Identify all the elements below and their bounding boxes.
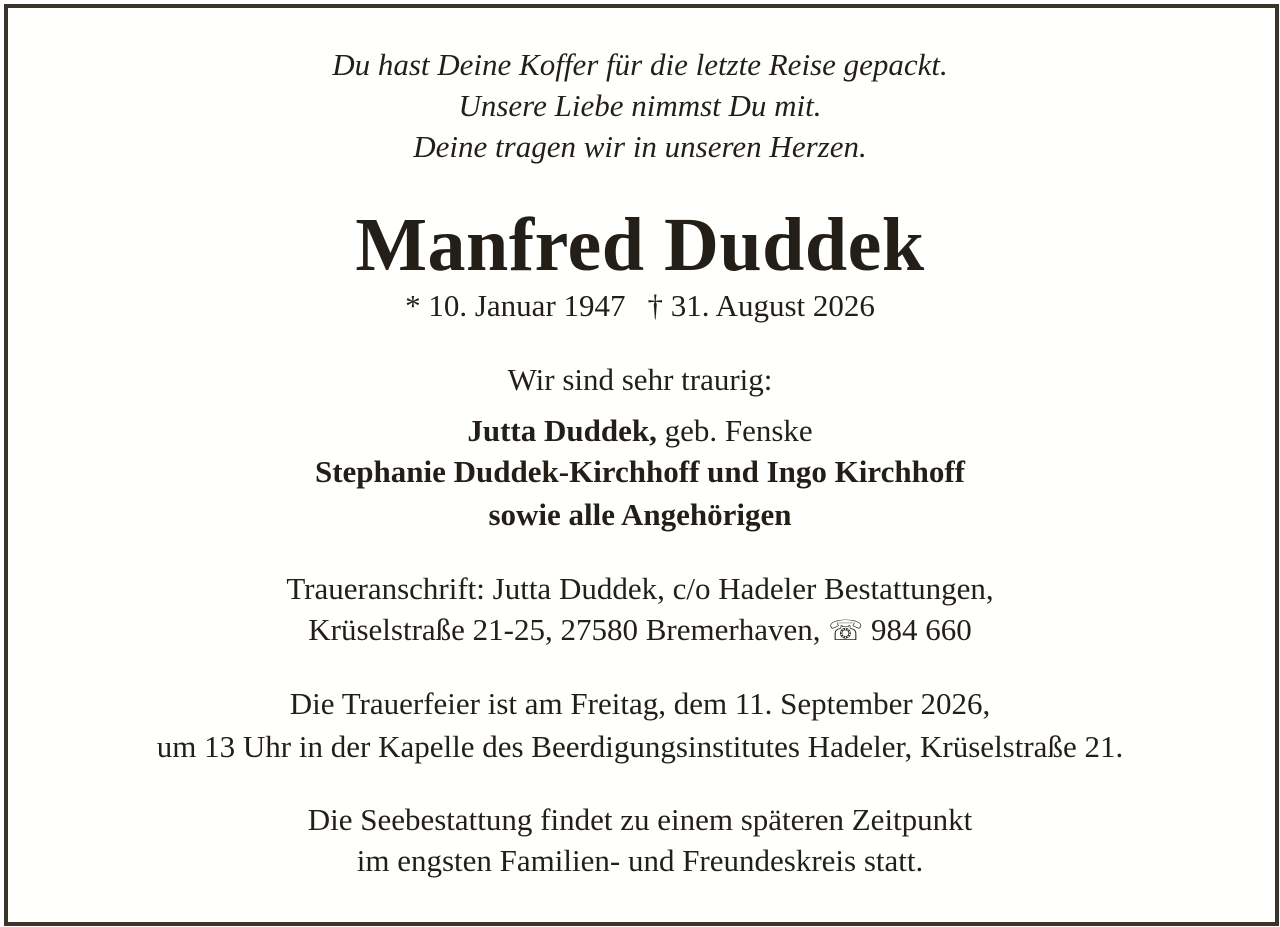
deceased-name: Manfred Duddek bbox=[355, 203, 925, 287]
address-street: Krüselstraße 21-25, 27580 Bremerhaven, bbox=[308, 612, 829, 647]
mourner-line-2: Stephanie Duddek-Kirchhoff und Ingo Kirchhoff bbox=[314, 454, 965, 489]
life-dates bbox=[0, 288, 1280, 324]
address-line-2 bbox=[0, 612, 1280, 648]
mourner-name-jutta: Jutta Duddek, bbox=[467, 413, 657, 448]
telephone-icon: ☏ bbox=[828, 616, 864, 647]
ceremony-line-2: um 13 Uhr in der Kapelle des Beerdigungsinstitutes Hadeler, Krüselstraße 21. bbox=[156, 729, 1124, 764]
ceremony-line-1: Die Trauerfeier ist am Freitag, dem 11. September 2026, bbox=[289, 686, 991, 721]
burial-line-2: im engsten Familien- und Freundeskreis statt. bbox=[356, 843, 924, 878]
verse-line-2: Unsere Liebe nimmst Du mit. bbox=[458, 88, 822, 123]
burial-line-1: Die Seebestattung findet zu einem späteren Zeitpunkt bbox=[307, 802, 973, 837]
mourners-intro: Wir sind sehr traurig: bbox=[507, 362, 773, 397]
birth-date: * 10. Januar 1947 bbox=[405, 288, 626, 323]
verse-line-1: Du hast Deine Koffer für die letzte Reise gepackt. bbox=[332, 47, 948, 82]
mourner-line-1 bbox=[0, 413, 1280, 449]
address-line-1: Traueranschrift: Jutta Duddek, c/o Hadeler Bestattungen, bbox=[286, 571, 994, 606]
verse-line-3: Deine tragen wir in unseren Herzen. bbox=[413, 129, 867, 164]
mourner-maiden-name: geb. Fenske bbox=[656, 413, 813, 448]
death-date: † 31. August 2026 bbox=[647, 288, 875, 323]
mourner-line-3: sowie alle Angehörigen bbox=[488, 497, 792, 532]
phone-number: 984 660 bbox=[863, 612, 972, 647]
